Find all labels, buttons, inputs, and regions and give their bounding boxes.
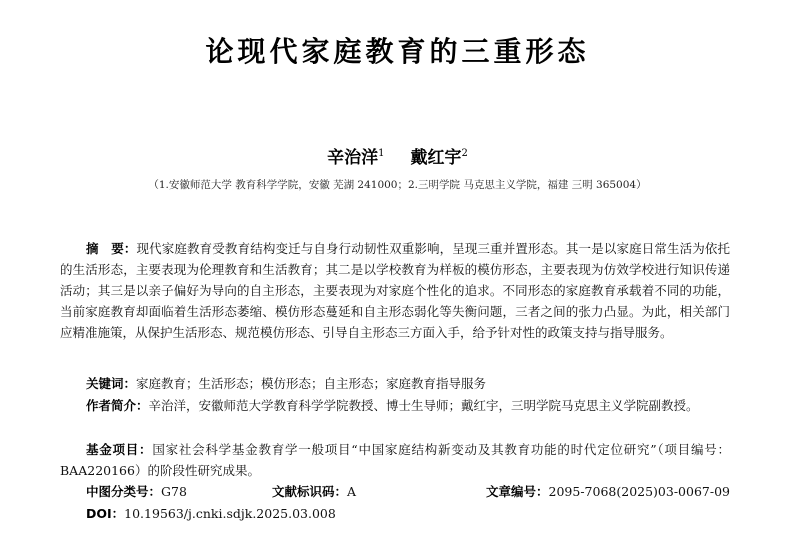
fund-project	[60, 439, 730, 481]
author-bio	[60, 395, 730, 416]
author-2-name: 戴红宇	[410, 148, 462, 168]
author-bio-label: 作者简介：	[86, 398, 149, 413]
article-number	[486, 483, 730, 501]
fund-label: 基金项目：	[86, 442, 153, 457]
author-2	[410, 148, 467, 168]
doi	[86, 505, 336, 523]
author-1-name: 辛治洋	[327, 148, 379, 168]
affiliation: （1.安徽师范大学 教育科学学院，安徽 芜湖 241000；2.三明学院 马克思主义学院，福建 三明 365004）	[148, 179, 647, 191]
doi-value: 10.19563/j.cnki.sdjk.2025.03.008	[124, 506, 336, 521]
article-number-label: 文章编号：	[486, 484, 549, 499]
document-code	[272, 483, 356, 501]
abstract	[60, 238, 730, 343]
fund-text: 国家社会科学基金教育学一般项目“中国家庭结构新变动及其教育功能的时代定位研究”（项目编号：BAA220166）的阶段性研究成果。	[60, 442, 730, 478]
paper-title: 论现代家庭教育的三重形态	[205, 35, 590, 68]
keywords	[60, 373, 730, 394]
author-line	[0, 143, 795, 168]
abstract-label: 摘 要：	[86, 241, 137, 256]
abstract-text: 现代家庭教育受教育结构变迁与自身行动韧性双重影响，呈现三重并置形态。其一是以家庭日常生活为依托的生活形态，主要表现为伦理教育和生活教育；其二是以学校教育为样板的模仿形态，主要表现为仿效学校进行知识传递活动；其三是以亲子偏好为导向的自主形态，主要表现为对家庭个性化的追求。不同形态的家庭教育承载着不同的功能，当前家庭教育却面临着生活形态萎缩、模仿形态蔓延和自主形态弱化等失衡问题，三者之间的张力凸显。为此，相关部门应精准施策，从保护生活形态、规范模仿形态、引导自主形态三方面入手，给予针对性的政策支持与指导服务。	[60, 241, 730, 340]
author-1-affil-mark: 1	[378, 148, 385, 159]
article-number-value: 2095-7068(2025)03-0067-09	[548, 484, 730, 499]
clc-label: 中图分类号：	[86, 484, 162, 499]
document-code-label: 文献标识码：	[272, 484, 348, 499]
document-code-value: A	[347, 484, 357, 499]
author-bio-text: 辛治洋，安徽师范大学教育科学学院教授、博士生导师；戴红宇，三明学院马克思主义学院副教授。	[148, 398, 699, 413]
author-1	[327, 148, 384, 168]
clc-number	[86, 483, 187, 501]
keywords-text: 家庭教育；生活形态；模仿形态；自主形态；家庭教育指导服务	[136, 376, 487, 391]
doi-label: DOI：	[86, 506, 125, 521]
keywords-label: 关键词：	[86, 376, 137, 391]
clc-value: G78	[161, 484, 187, 499]
author-2-affil-mark: 2	[461, 148, 468, 159]
